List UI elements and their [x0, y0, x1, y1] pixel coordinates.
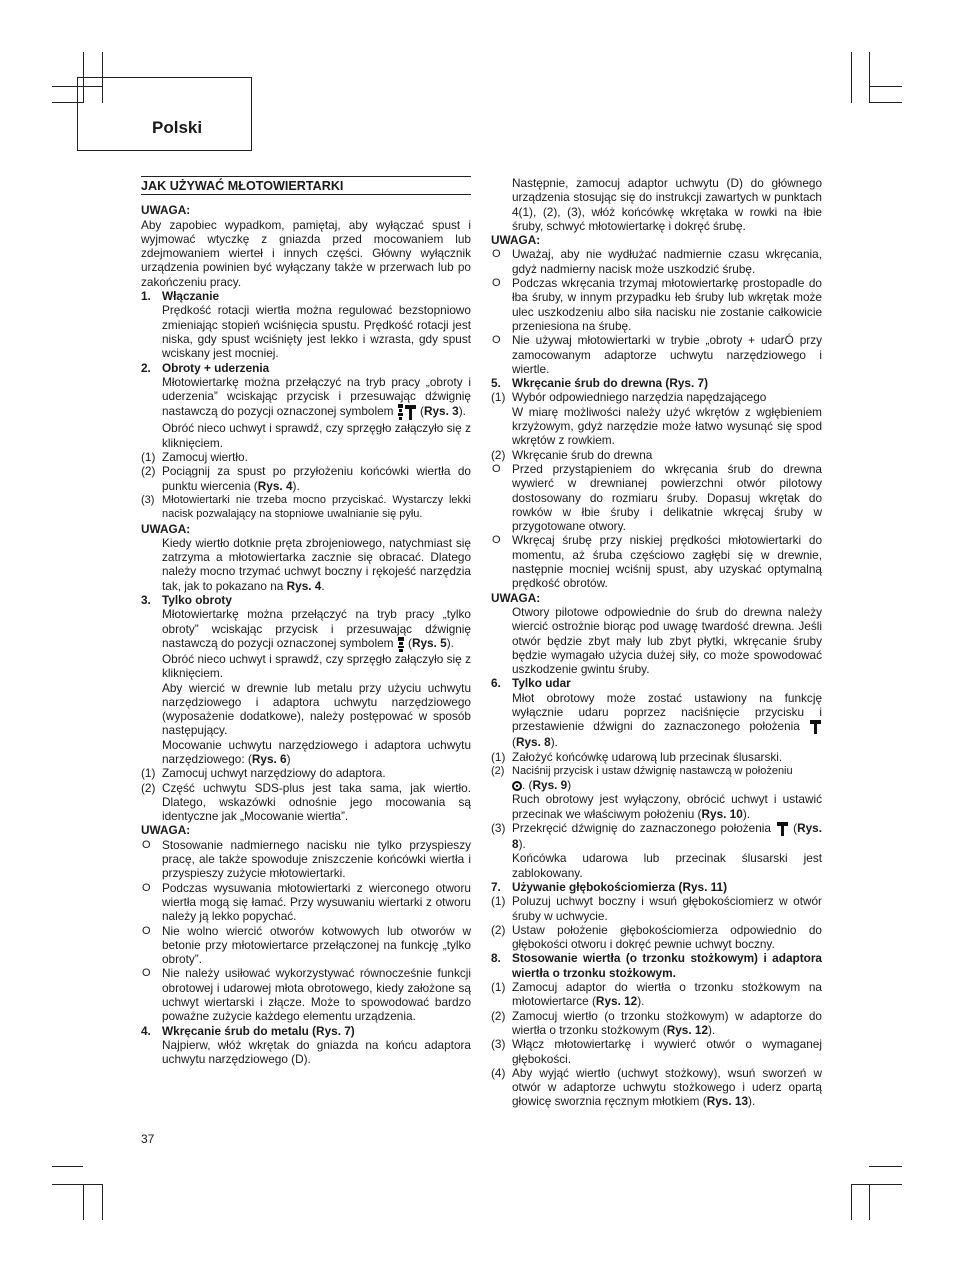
crop-mark — [851, 1184, 902, 1185]
hammer-symbol-icon — [776, 821, 789, 837]
paragraph: Końcówka udarowa lub przecinak ślusarski jest zablokowany. — [512, 851, 822, 880]
crop-mark — [869, 86, 902, 87]
heading-switching: 1. Włączanie — [141, 289, 220, 304]
note-label: UWAGA: — [491, 233, 541, 248]
crop-mark — [869, 1166, 902, 1167]
list-item: (1) Poluzuj uchwyt boczny i wsuń głębokościomierz w otwór śruby w uchwycie. — [491, 894, 822, 923]
paragraph: Obróć nieco uchwyt i sprawdź, czy sprzęgło załączyło się z kliknięciem. — [162, 651, 471, 681]
list-item: (2) Wkręcanie śrub do drewna — [491, 447, 653, 462]
note-label: UWAGA: — [141, 521, 191, 536]
crop-mark — [52, 1184, 103, 1185]
bullet-item: O Nie należy usiłować wykorzystywać równocześnie funkcji obrotowej i udarowej młota obrotowego, kiedy założone są uchwyt wiertarski i złącze. Może to spowodować bardzo poważne zużycie każdego elementu urządzenia. — [142, 966, 471, 1024]
crop-mark — [869, 52, 870, 103]
list-item: (3) Młotowiertarki nie trzeba mocno przyciskać. Wystarczy lekki nacisk pozwalający na stopniowe uwalnianie się pyłu. — [141, 493, 471, 521]
list-item: (1) Zamocuj adaptor do wiertła o trzonku stożkowym na młotowiertarce (Rys. 12). — [491, 980, 822, 1009]
heading-taper-shank: 8. Stosowanie wiertła (o trzonku stożkowym) i adaptora wiertła o trzonku stożkowym. — [491, 951, 822, 980]
drill-symbol-icon — [397, 636, 405, 652]
paragraph: Młot obrotowy może zostać ustawiony na funkcję wyłącznie udaru poprzez naciśnięcie przycisku i przestawienie dźwigni do zaznaczonego położenia (Rys. 8). — [512, 690, 822, 750]
paragraph: Ruch obrotowy jest wyłączony, obrócić uchwyt i ustawić przecinak we właściwym położeniu (Rys. 10). — [512, 792, 822, 821]
note-text: Otwory pilotowe odpowiednie do śrub do drewna należy wiercić ostrożnie biorąc pod uwagę twardość drewna. Jeśli otwór będzie zbyt mały lub zbyt płytki, wkręcanie śruby będzie wymagało użycia dużej siły, co może spowodować uszkodzenie gwintu śruby. — [512, 604, 822, 677]
language-label: Polski — [152, 118, 203, 137]
list-item: (2) Pociągnij za spust po przyłożeniu końcówki wiertła do punktu wiercenia (Rys. 4). — [141, 464, 471, 493]
bullet-item: O Uważaj, aby nie wydłużać nadmiernie czasu wkręcania, gdyż nadmierny nacisk może uszkodzić śrubę. — [492, 247, 822, 276]
note-label: UWAGA: — [141, 203, 191, 218]
note-text: Kiedy wiertło dotknie pręta zbrojeniowego, natychmiast się zatrzyma a młotowiertarka zacznie się obracać. Dlatego należy mocno trzymać uchwyt boczny i rękojeść narzędzia tak, jak to pokazano na Rys. 4. — [162, 535, 471, 593]
bullet-item: O Stosowanie nadmiernego nacisku nie tylko przyspieszy pracę, ale także spowoduje zniszczenie końcówki wiertła i przyspieszy zużycie młotowiertarki. — [142, 837, 471, 881]
bullet-item: O Podczas wkręcania trzymaj młotowiertarkę prostopadle do łba śruby, w innym przypadku łeb śruby lub wkrętak może ulec uszkodzeniu albo siła nacisku nie zostanie całkowicie przeniesiona na śrubę. — [492, 276, 822, 333]
neutral-position-icon — [512, 781, 522, 791]
heading-rotation-hammering: 2. Obroty + uderzenia — [141, 360, 270, 375]
right-column — [491, 176, 822, 1109]
list-item: (2) Naciśnij przycisk i ustaw dźwignię nastawczą w położeniu — [491, 764, 793, 777]
paragraph: Obróć nieco uchwyt i sprawdź, czy sprzęgło załączyło się z kliknięciem. — [162, 421, 471, 450]
paragraph: Następnie, zamocuj adaptor uchwytu (D) do głównego urządzenia stosując się do instrukcji zawartych w punktach 4(1), (2), (3), włóż końcówkę wkrętaka w rowki na łbie śruby, schwyć młotowiertarkę i dokręć śrubę. — [512, 176, 822, 233]
note-label: UWAGA: — [141, 823, 191, 838]
left-column — [141, 176, 471, 1067]
heading-metal-screws: 4. Wkręcanie śrub do metalu (Rys. 7) — [141, 1023, 355, 1038]
paragraph: Aby wiercić w drewnie lub metalu przy użyciu uchwytu narzędziowego i adaptora uchwytu narzędziowego (wyposażenie dodatkowe), należy postępować w sposób następujący. — [162, 680, 471, 738]
list-item: (3) Włącz młotowiertarkę i wywierć otwór o wymaganej głębokości. — [491, 1037, 822, 1066]
heading-rotation-only: 3. Tylko obroty — [141, 593, 232, 608]
list-item: (2) Zamocuj wiertło (o trzonku stożkowym) w adaptorze do wiertła o trzonku stożkowym (Rys. 12). — [491, 1008, 822, 1037]
hammer-drill-symbol-icon — [397, 403, 417, 421]
bullet-item: O Nie używaj młotowiertarki w trybie „obroty + udarÓ przy zamocowanym adaptorze uchwytu narzędziowego i wiertle. — [492, 333, 822, 376]
list-item: (1) Wybór odpowiedniego narzędzia napędzającego — [491, 390, 767, 405]
bullet-item: O Nie wolno wiercić otworów kotwowych lub otworów w betonie przy młotowiertarce przełączonej na funkcję „tylko obroty”. — [142, 923, 471, 967]
crop-mark — [52, 1166, 83, 1167]
list-item: (3) Przekręcić dźwignię do zaznaczonego położenia (Rys. 8). — [491, 821, 822, 852]
crop-mark — [869, 102, 902, 103]
paragraph: . (Rys. 9) — [491, 778, 822, 792]
crop-mark — [102, 1184, 103, 1220]
crop-mark — [869, 1184, 870, 1220]
list-item: (1) Założyć końcówkę udarową lub przecinak ślusarski. — [491, 749, 783, 764]
list-item: (2) Ustaw położenie głębokościomierza odpowiednio do głębokości otworu i dokręć pewnie uchwyt boczny. — [491, 922, 822, 952]
bullet-item: O Wkręcaj śrubę przy niskiej prędkości młotowiertarki do momentu, aż śruba częściowo zagłębi się w drewnie, następnie mocniej wciśnij spust, aby uzyskać optymalną prędkość obrotów. — [492, 533, 822, 591]
section-title: JAK UŻYWAĆ MŁOTOWIERTARKI — [141, 176, 471, 195]
bullet-item: O Przed przystąpieniem do wkręcania śrub do drewna wywierć w drewnianej powierzchni otwór pilotowy dostosowany do rozmiaru śruby. Dopasuj wkrętak do rowków w łbie śruby i delikatnie wkręcaj śruby w przygotowane otwory. — [492, 461, 822, 534]
list-item: (1) Zamocuj wiertło. — [141, 450, 248, 465]
paragraph: W miarę możliwości należy użyć wkrętów z wgłębieniem krzyżowym, gdyż narzędzie może łatwo wysunąć się spod wkrętów z rowkiem. — [512, 404, 822, 448]
list-item: (2) Część uchwytu SDS-plus jest taka sama, jak wiertło. Dlatego, wskazówki odnośnie jego mocowania są identyczne jak „Mocowanie wiertła”. — [141, 780, 471, 824]
paragraph: Prędkość rotacji wiertła można regulować bezstopniowo zmieniając stopień wciśnięcia spustu. Prędkość rotacji jest niska, gdy spust wciśnięty jest lekko i wzrasta, gdy spust wciskany jest mocniej. — [162, 303, 471, 361]
paragraph: Młotowiertarkę można przełączyć na tryb pracy „tylko obroty” wciskając przycisk i przesuwając dźwignię nastawczą do pozycji oznaczonej symbolem (Rys. 5). — [162, 607, 471, 651]
heading-wood-screws: 5. Wkręcanie śrub do drewna (Rys. 7) — [491, 376, 709, 391]
list-item: (4) Aby wyjąć wiertło (uchwyt stożkowy), wsuń sworzeń w otwór w adaptorze uchwytu stożkowego i uderz opartą głowicę sworznia ręcznym młotkiem (Rys. 13). — [491, 1065, 822, 1109]
paragraph: Mocowanie uchwytu narzędziowego i adaptora uchwytu narzędziowego: (Rys. 6) — [162, 737, 471, 766]
heading-depth-gauge: 7. Używanie głębokościomierza (Rys. 11) — [491, 879, 728, 894]
language-tab — [77, 77, 252, 151]
crop-mark — [851, 52, 852, 103]
paragraph: Najpierw, włóż wkrętak do gniazda na końcu adaptora uchwytu narzędziowego (D). — [162, 1037, 471, 1067]
note-text: Aby zapobiec wypadkom, pamiętaj, aby wyłączać spust i wyjmować wtyczkę z gniazda przed mocowaniem lub zdejmowaniem wierteł i innych części. Główny wyłącznik urządzenia powinien być wyłączany także w przerwach lub po zakończeniu pracy. — [141, 217, 471, 289]
crop-mark — [83, 1184, 84, 1220]
crop-mark — [851, 1184, 852, 1220]
list-item: (1) Zamocuj uchwyt narzędziowy do adaptora. — [141, 766, 386, 781]
paragraph: Młotowiertarkę można przełączyć na tryb pracy „obroty i uderzenia” wciskając przycisk i przesuwając dźwignię nastawczą do pozycji oznaczonej symbolem (Rys. 3). — [141, 375, 471, 422]
page-number: 37 — [141, 1132, 155, 1146]
heading-hammering-only: 6. Tylko udar — [491, 676, 571, 691]
note-label: UWAGA: — [491, 590, 541, 605]
bullet-item: O Podczas wysuwania młotowiertarki z wierconego otworu wiertła mogą się łamać. Przy wysuwaniu wiertarki z otworu należy ją lekko popychać. — [142, 880, 471, 924]
hammer-symbol-icon — [809, 719, 822, 735]
